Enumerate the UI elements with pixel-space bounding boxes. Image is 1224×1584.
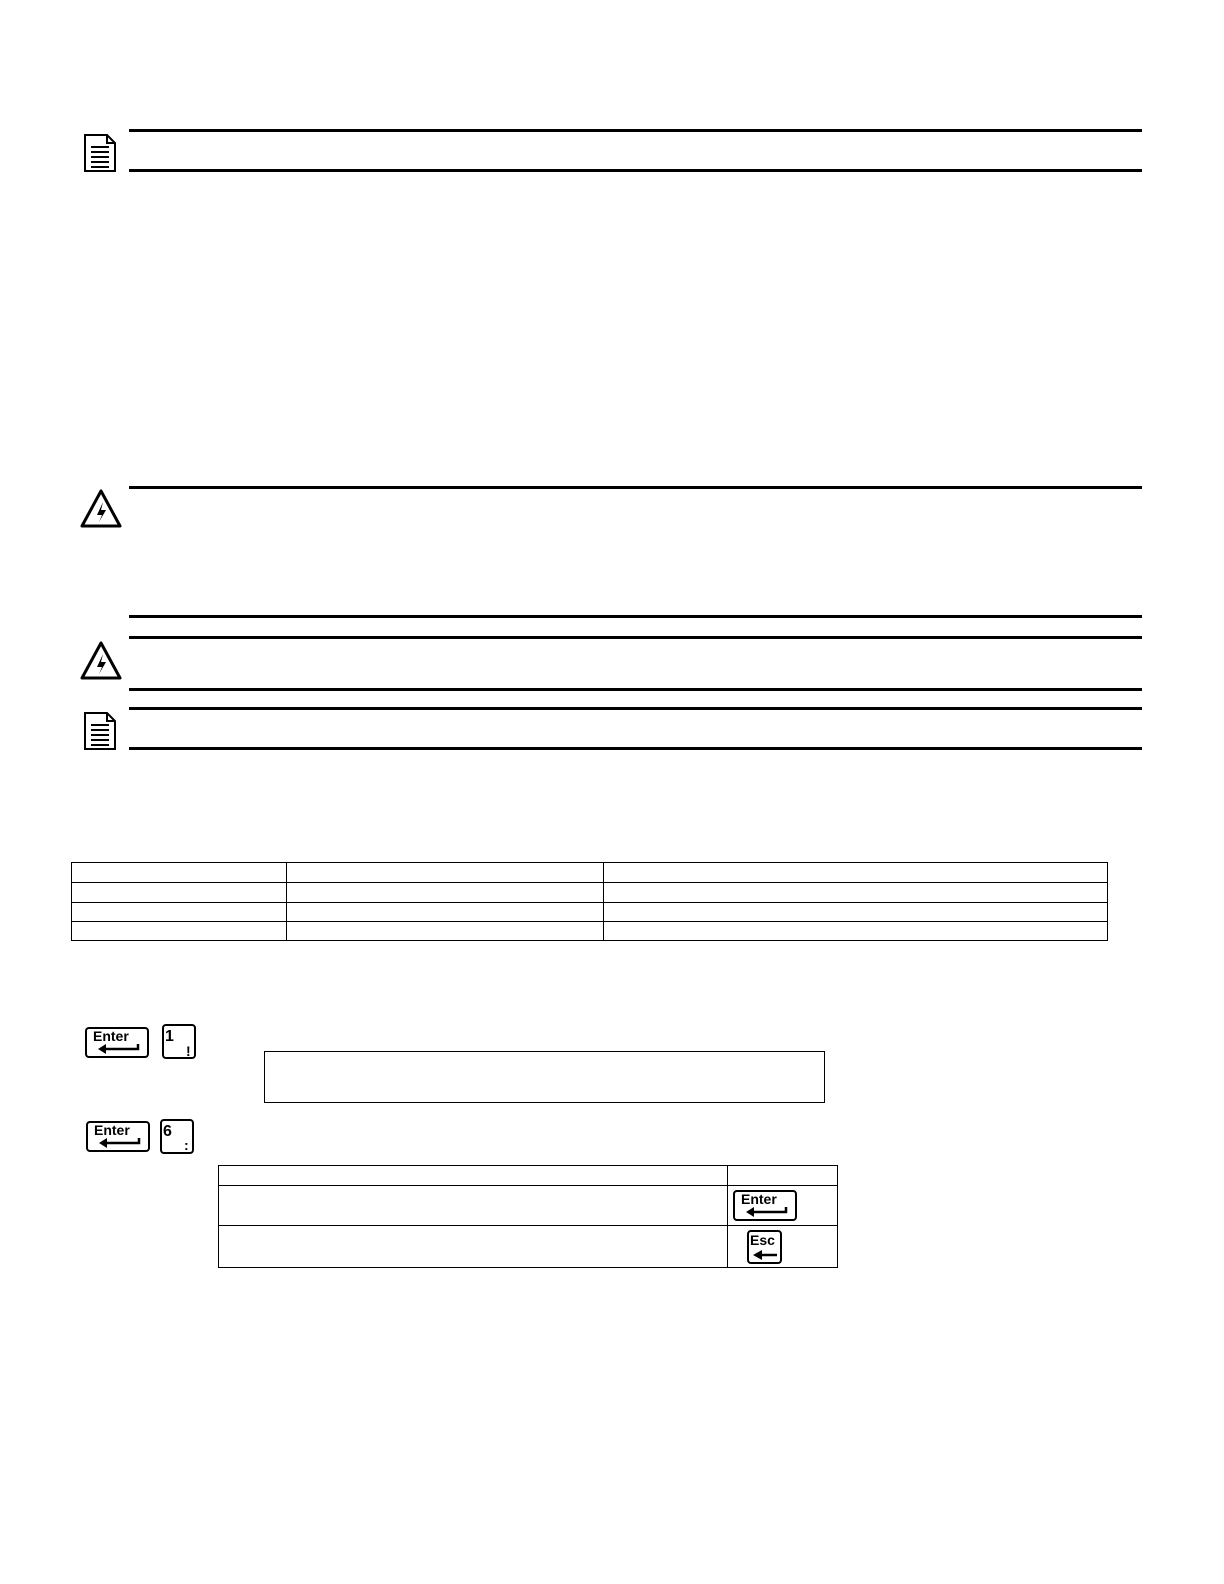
warning-icon xyxy=(79,488,123,530)
table-cell xyxy=(72,883,287,903)
lcd-display xyxy=(264,1051,825,1103)
table-row xyxy=(72,922,1108,941)
table-header-cell xyxy=(72,863,287,883)
table-header-row xyxy=(72,863,1108,883)
table-cell xyxy=(286,883,604,903)
action-table xyxy=(218,1165,838,1268)
table-cell xyxy=(604,903,1108,922)
table-header-cell xyxy=(604,863,1108,883)
table-row xyxy=(72,883,1108,903)
note-top-rule xyxy=(129,707,1142,710)
table-cell xyxy=(286,903,604,922)
table-header-cell xyxy=(219,1166,728,1186)
digit-1-label: 1 xyxy=(165,1028,174,1045)
enter-key-label: Enter xyxy=(94,1122,130,1138)
warning-bottom-rule xyxy=(129,688,1142,691)
table-row xyxy=(219,1186,838,1226)
note-icon xyxy=(83,133,117,173)
enter-key-label: Enter xyxy=(741,1191,777,1207)
table-header-row xyxy=(219,1166,838,1186)
warning-icon xyxy=(79,640,123,682)
table-cell xyxy=(219,1226,728,1268)
digit-6-shift-label: : xyxy=(184,1137,189,1153)
digit-1-key-icon xyxy=(162,1024,197,1060)
warning-top-rule xyxy=(129,636,1142,639)
enter-key-icon xyxy=(85,1027,150,1059)
enter-key-icon xyxy=(86,1121,151,1153)
esc-key-icon xyxy=(747,1230,783,1265)
digit-6-key-icon xyxy=(160,1119,195,1155)
table-row xyxy=(72,903,1108,922)
table-cell xyxy=(286,922,604,941)
table-cell xyxy=(72,903,287,922)
warning-top-rule xyxy=(129,486,1142,489)
table-row xyxy=(219,1226,838,1268)
table-header-cell xyxy=(728,1166,838,1186)
table-cell xyxy=(604,922,1108,941)
esc-key-label: Esc xyxy=(750,1232,776,1248)
warning-bottom-rule xyxy=(129,615,1142,618)
digit-6-label: 6 xyxy=(163,1123,172,1140)
table-cell xyxy=(728,1186,838,1226)
note-icon xyxy=(83,711,117,751)
enter-key-label: Enter xyxy=(93,1028,129,1044)
table-cell xyxy=(604,883,1108,903)
digit-1-shift-label: ! xyxy=(186,1043,191,1059)
note-bottom-rule xyxy=(129,747,1142,750)
table-cell xyxy=(72,922,287,941)
note-top-rule xyxy=(129,129,1142,132)
note-bottom-rule xyxy=(129,169,1142,172)
table-cell xyxy=(219,1186,728,1226)
enter-key-icon xyxy=(733,1190,798,1222)
data-table xyxy=(71,862,1108,941)
table-header-cell xyxy=(286,863,604,883)
table-cell xyxy=(728,1226,838,1268)
